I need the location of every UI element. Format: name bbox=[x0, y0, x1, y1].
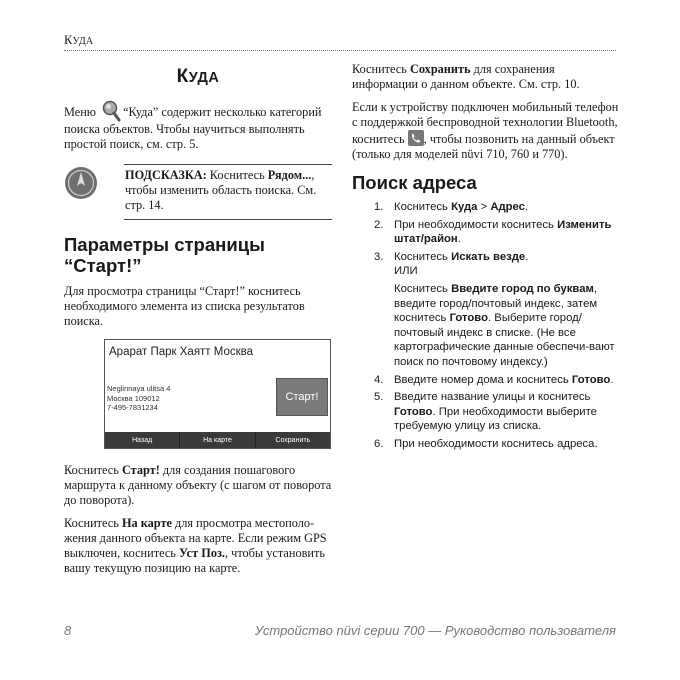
on-map-button[interactable]: На карте bbox=[180, 432, 255, 448]
page-title: КУДА bbox=[176, 66, 220, 87]
start-description: Коснитесь Старт! для создания пошагового маршрута к данному объекту (с шагом от поворота до поворота). bbox=[64, 463, 332, 507]
left-column bbox=[64, 62, 332, 584]
device-screenshot bbox=[104, 339, 331, 449]
map-description: Коснитесь На карте для просмотра местополо-жения данного объекта на карте. Если режим GPS выключен, коснитесь Уст Поз., чтобы установить вашу текущую позицию на карте. bbox=[64, 516, 327, 575]
phone-call-icon bbox=[408, 130, 424, 146]
save-button[interactable]: Сохранить bbox=[275, 436, 311, 444]
list-item: 3. Коснитесь Искать везде. ИЛИ Коснитесь Введите город по буквам, введите город/почтовый индекс, затем коснитесь Готово. Выберите город/почтовый индекс в списке. (Не все картографические данные обеспечи-вают поиск по почтовому индексу.) bbox=[374, 250, 615, 368]
running-header: КУДА bbox=[64, 33, 94, 47]
compass-tip-icon bbox=[64, 166, 98, 200]
tip-bottom-rule bbox=[124, 219, 332, 220]
place-address: Neglinnaya ulitsa 4 Москва 109012 7-495-7831234 bbox=[107, 384, 171, 412]
tip-text: ПОДСКАЗКА: Коснитесь Рядом..., чтобы изменить область поиска. См. стр. 14. bbox=[125, 168, 317, 212]
start-button[interactable]: Старт! bbox=[276, 378, 328, 416]
address-steps-list bbox=[352, 200, 620, 452]
intro-paragraph: Меню “Куда” содержит несколько категорий поиска объектов. Чтобы научиться выполнять простой поиск, см. стр. 5. bbox=[64, 100, 332, 152]
device-button-bar bbox=[105, 432, 330, 448]
tip-top-rule bbox=[124, 164, 332, 165]
list-item: 6. При необходимости коснитесь адреса. bbox=[374, 437, 598, 450]
section-heading-start-page: Параметры страницы “Старт!” bbox=[64, 234, 265, 276]
list-item: 4. Введите номер дома и коснитесь Готово. bbox=[374, 373, 614, 386]
tip-box bbox=[64, 164, 332, 220]
list-item: 5. Введите название улицы и коснитесь Готово. При необходимости выберите требуемую улицу из списка. bbox=[374, 391, 597, 433]
list-item: 2. При необходимости коснитесь Изменить штат/район. bbox=[374, 218, 612, 246]
page-number: 8 bbox=[64, 623, 72, 638]
place-name: Арарат Парк Хаятт Москва bbox=[109, 346, 254, 358]
manual-title: Устройство nüvi серии 700 — Руководство пользователя bbox=[254, 623, 616, 638]
magnifier-icon bbox=[101, 100, 121, 122]
start-page-paragraph: Для просмотра страницы “Старт!” коснитесь необходимого элемента из списка результатов поиска. bbox=[64, 284, 305, 328]
bluetooth-description: Если к устройству подключен мобильный телефон с поддержкой беспроводной технологии Bluetooth, коснитесь , чтобы позвонить на данный объект (только для моделей nüvi 710, 760 и 770). bbox=[352, 100, 619, 161]
list-item: 1. Коснитесь Куда > Адрес. bbox=[374, 201, 529, 213]
section-heading-find-address: Поиск адреса bbox=[352, 172, 477, 193]
header-divider bbox=[64, 50, 616, 51]
save-description: Коснитесь Сохранить для сохранения информации о данном объекте. См. стр. 10. bbox=[352, 62, 580, 91]
back-button[interactable]: Назад bbox=[105, 432, 180, 448]
right-column bbox=[352, 62, 620, 455]
